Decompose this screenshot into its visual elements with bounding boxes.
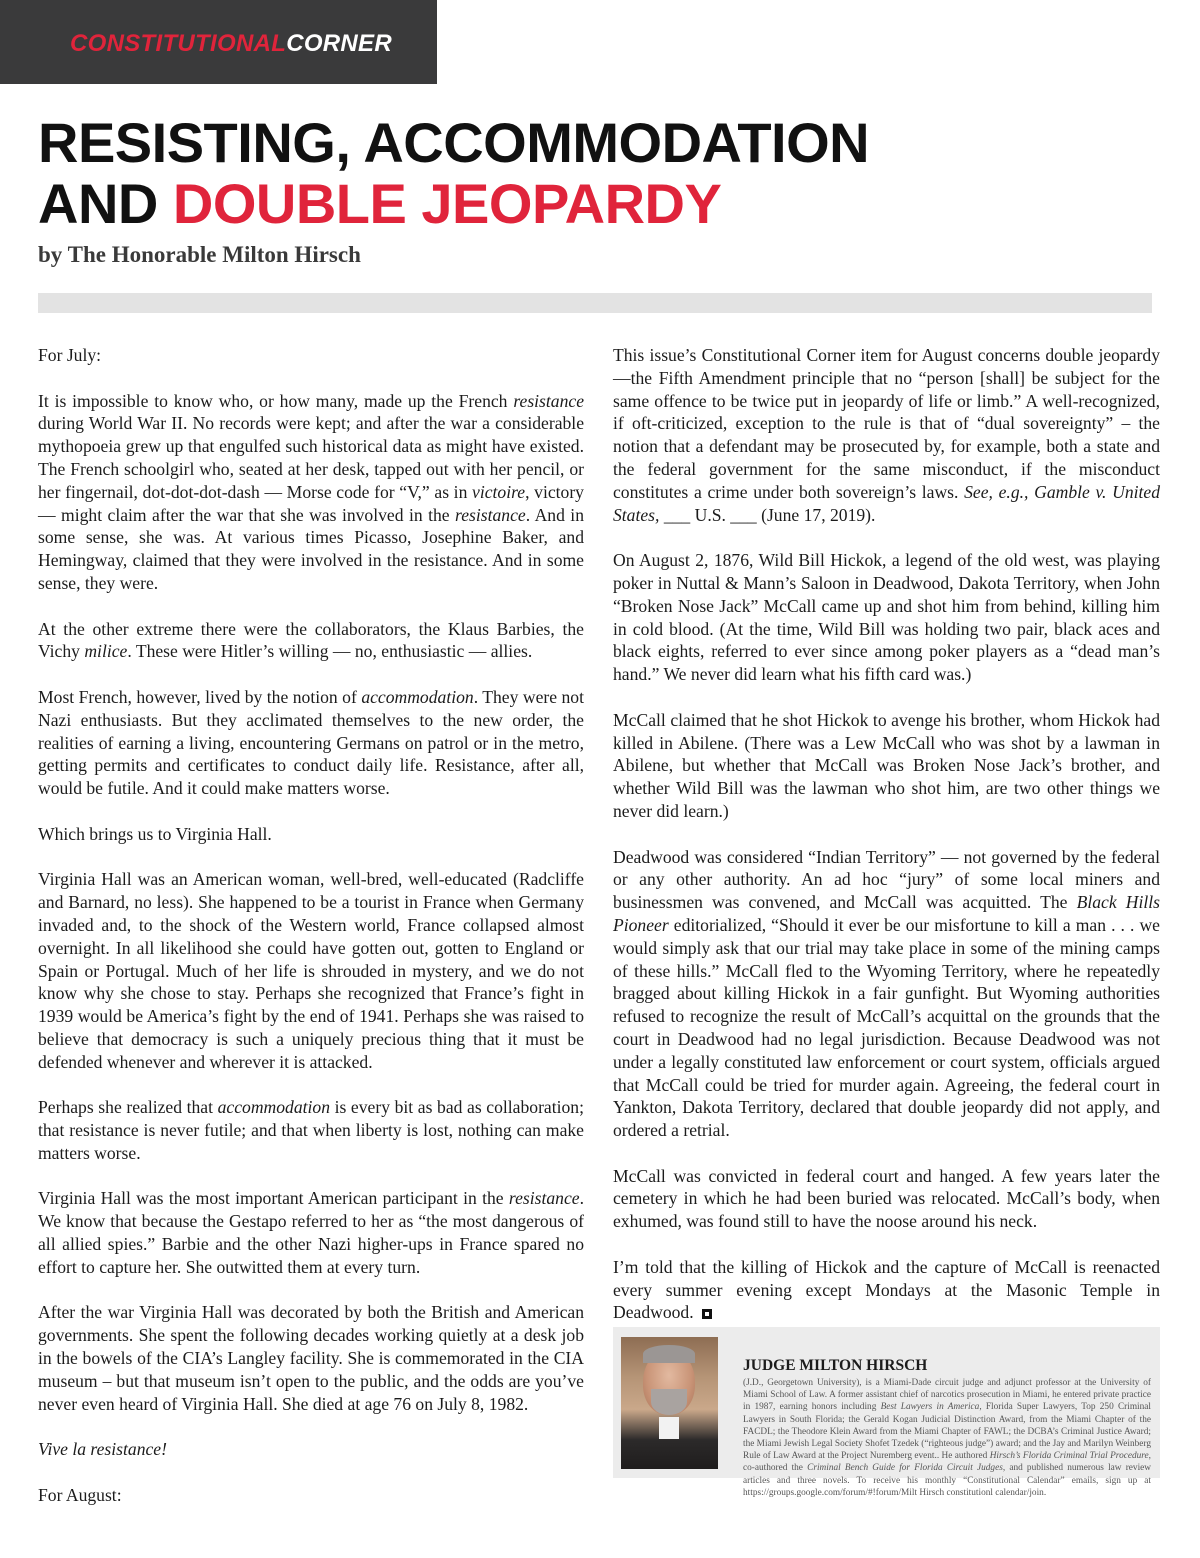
right-column: [613, 344, 1160, 1347]
section-tab: [0, 0, 437, 84]
paragraph: Virginia Hall was the most important American participant in the resistance. We know that because the Gestapo referred to her as “the most dangerous of all allied spies.” Barbie and the other Nazi higher-ups in France spared no effort to capture her. She outwitted them at every turn.: [38, 1188, 584, 1277]
paragraph: Which brings us to Virginia Hall.: [38, 823, 272, 844]
author-bio: [743, 1357, 1151, 1499]
paragraph: At the other extreme there were the collaborators, the Klaus Barbies, the Vichy milice. These were Hitler’s willing — no, enthusiastic — allies.: [38, 618, 584, 662]
paragraph: On August 2, 1876, Wild Bill Hickok, a legend of the old west, was playing poker in Nuttal & Mann’s Saloon in Deadwood, Dakota Territory, when John “Broken Nose Jack” McCall came up and shot him from behind, killing him in cold blood. (At the time, Wild Bill was holding two pair, black aces and black eights, referred to ever since among poker players as a “dead man’s hand.” We never did learn what his fifth card was.): [613, 550, 1160, 685]
paragraph: McCall claimed that he shot Hickok to avenge his brother, whom Hickok had killed in Abilene. (There was a Lew McCall who was shot by a lawman in Abilene, but whether that McCall was Broken Nose Jack’s brother, and whether Wild Bill was the lawman who shot him, are two other things we never did learn.): [613, 709, 1160, 821]
title-highlight: DOUBLE JEOPARDY: [172, 172, 722, 235]
paragraph: It is impossible to know who, or how many, made up the French resistance during World War II. No records were kept; and after the war a considerable mythopoeia grew up that engulfed such historical data as might have existed. The French schoolgirl who, seated at her desk, tapped out with her pencil, or her fingernail, dot-dot-dot-dash — Morse code for “V,” as in victoire, victory — might claim after the war that she was involved in the resistance. And in some sense, she was. At various times Picasso, Josephine Baker, and Hemingway, claimed that they were involved in the resistance. And in some sense, they were.: [38, 390, 584, 593]
paragraph: This issue’s Constitutional Corner item for August concerns double jeopardy—the Fifth Amendment principle that no “person [shall] be subject for the same offence to be twice put in jeopardy of life or limb.” A well-recognized, if oft-criticized, exception to the rule is that of “dual sovereignty” – the notion that a defendant may be prosecuted by, for example, both a state and the federal government for the same misconduct, if the misconduct constitutes a crime under both sovereign’s laws. See, e.g., Gamble v. United States, ___ U.S. ___ (June 17, 2019).: [613, 345, 1160, 525]
paragraph: Most French, however, lived by the notion of accommodation. They were not Nazi enthusiasts. But they acclimated themselves to the new order, the realities of earning a living, encountering Germans on patrol or in the metro, getting permits and certificates to conduct daily life. Resistance, after all, would be futile. And it could make matters worse.: [38, 686, 584, 799]
paragraph: For July:: [38, 345, 102, 365]
byline: by The Honorable Milton Hirsch: [38, 242, 361, 267]
title-line-1: RESISTING, ACCOMMODATION: [38, 111, 870, 174]
left-column: [38, 344, 584, 1529]
paragraph: Perhaps she realized that accommodation is every bit as bad as collaboration; that resistance is never futile; and that when liberty is lost, nothing can make matters worse.: [38, 1097, 584, 1163]
paragraph: After the war Virginia Hall was decorated by both the British and American governments. She spent the following decades working quietly at a desk job in the bowels of the CIA’s Langley facility. She is commemorated in the CIA museum – but that museum isn’t open to the public, and the odds are you’ve never even heard of Virginia Hall. She died at age 76 on July 8, 1982.: [38, 1302, 584, 1414]
author-bio-box: [613, 1327, 1160, 1498]
end-of-article-icon: [702, 1309, 712, 1319]
author-photo: [621, 1337, 718, 1469]
divider-bar: [38, 293, 1152, 313]
paragraph: Vive la resistance!: [38, 1439, 167, 1460]
paragraph: McCall was convicted in federal court and hanged. A few years later the cemetery in which he had been buried was relocated. McCall’s body, when exhumed, was found still to have the noose around his neck.: [613, 1165, 1160, 1232]
author-bio-text: (J.D., Georgetown University), is a Miami-Dade circuit judge and adjunct professor at the University of Miami School of Law. A former assistant chief of narcotics prosecution in Miami, he entered private practice in 1987, earning honors including Best Lawyers in America, Florida Super Lawyers, Top 250 Criminal Lawyers in South Florida; the Gerald Kogan Judicial Distinction Award, from the Miami Chapter of the FACDL; the Theodore Klein Award from the Miami Chapter of FAWL; the DCBA’s Criminal Justice Award; the Miami Jewish Legal Society Shofet Tzedek (“righteous judge”) award; and the Jay and Marilyn Weinberg Rule of Law Award at the Project Nuremberg event.. He authored Hirsch’s Florida Criminal Trial Procedure, co-authored the Criminal Bench Guide for Florida Circuit Judges, and published numerous law review articles and three novels. To receive his monthly “Constitutional Calendar” emails, sign up at https://groups.google.com/forum/#!forum/Milt Hirsch constitutionl calendar/join.: [743, 1378, 1152, 1498]
section-label: CONSTITUTIONALCORNER: [70, 30, 392, 57]
title-line-2-prefix: AND: [38, 172, 173, 235]
author-name: JUDGE MILTON HIRSCH: [743, 1357, 928, 1374]
paragraph: For August:: [38, 1484, 122, 1505]
article-title: [38, 112, 869, 234]
paragraph: I’m told that the killing of Hickok and the capture of McCall is reenacted every summer evening except Mondays at the Masonic Temple in Deadwood.: [613, 1256, 1160, 1323]
paragraph: Virginia Hall was an American woman, well-bred, well-educated (Radcliffe and Barnard, no less). She happened to be a tourist in France when Germany invaded and, to the shock of the Western world, France collapsed almost overnight. In all likelihood she could have gotten out, gotten to England or Spain or Portugal. Much of her life is shrouded in mystery, and we do not know why she chose to stay. Perhaps she recognized that France’s fight in 1939 would be America’s fight by the end of 1941. Perhaps she was raised to believe that democracy is such a uniquely precious thing that it must be defended whenever and wherever it is attacked.: [38, 869, 584, 1072]
paragraph: Deadwood was considered “Indian Territory” — not governed by the federal or any other authority. An ad hoc “jury” of some local miners and businessmen was convened, and McCall was acquitted. The Black Hills Pioneer editorialized, “Should it ever be our misfortune to kill a man . . . we would simply ask that our trial may take place in some of the mining camps of these hills.” McCall fled to the Wyoming Territory, where he repeatedly bragged about killing Hickok in a fair gunfight. But Wyoming authorities refused to recognize the result of McCall’s acquittal on the grounds that the court in Deadwood had no legal jurisdiction. Because Deadwood was not under a legally constituted law enforcement or court system, officials argued that McCall could be tried for murder again. Agreeing, the federal court in Yankton, Dakota Territory, declared that double jeopardy did not apply, and ordered a retrial.: [613, 846, 1160, 1141]
